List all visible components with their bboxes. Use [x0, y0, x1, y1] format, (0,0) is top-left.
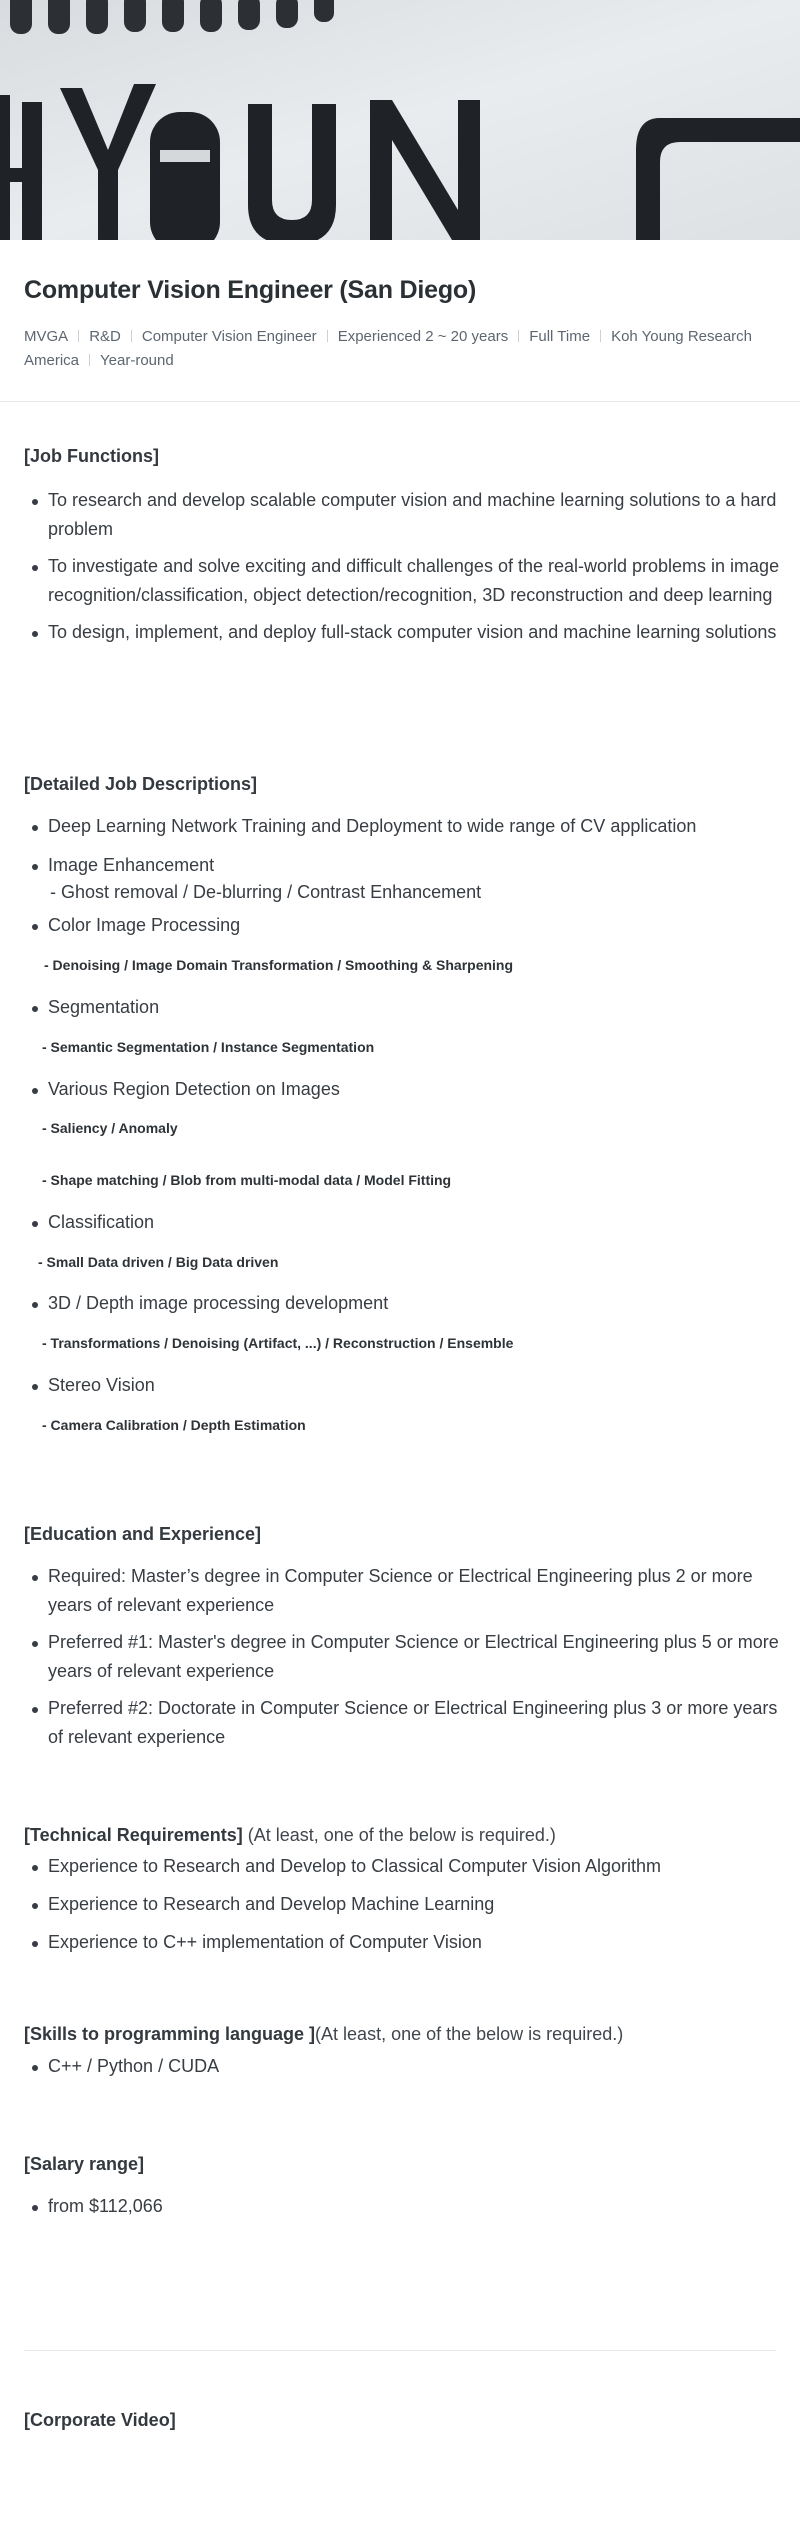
education-list [24, 1562, 780, 1752]
meta-department: R&D [89, 328, 121, 345]
sub-item: - Ghost removal / De-blurring / Contrast Enhancement [50, 882, 482, 902]
salary-list [24, 2192, 780, 2221]
list-item: Preferred #2: Doctorate in Computer Science or Electrical Engineering plus 3 or more years of relevant experience [24, 1694, 780, 1752]
meta-separator [600, 330, 601, 342]
meta-company-division: MVGA [24, 328, 69, 345]
section-title-skills [24, 2024, 623, 2045]
list-item: Image Enhancement [24, 851, 780, 880]
job-title: Computer Vision Engineer (San Diego) [24, 276, 477, 304]
meta-separator [518, 330, 519, 342]
list-item: Segmentation [24, 993, 780, 1022]
list-item: 3D / Depth image processing development [24, 1289, 780, 1318]
list-item: from $112,066 [24, 2192, 780, 2221]
section-title-video: [Corporate Video] [24, 2410, 176, 2430]
job-functions-list [24, 486, 780, 647]
meta-company: Koh Young Research America [24, 328, 753, 369]
header-divider [0, 401, 800, 402]
list-item: Experience to C++ implementation of Computer Vision [24, 1928, 780, 1957]
meta-experience: Experienced 2 ~ 20 years [337, 328, 509, 345]
detailed-list-8 [24, 1371, 780, 1400]
skills-note: (At least, one of the below is required.) [315, 2024, 624, 2044]
skills-title: [Skills to programming language ] [24, 2024, 316, 2044]
list-item: Preferred #1: Master's degree in Computer Science or Electrical Engineering plus 5 or more years of relevant experience [24, 1628, 780, 1686]
hero-sign-graphic [0, 0, 800, 240]
list-item: To research and develop scalable computer vision and machine learning solutions to a hard problem [24, 486, 780, 544]
detailed-list-1 [24, 812, 780, 841]
list-item: C++ / Python / CUDA [24, 2052, 780, 2081]
job-meta [24, 325, 776, 373]
list-item: Required: Master’s degree in Computer Science or Electrical Engineering plus 2 or more years of relevant experience [24, 1562, 780, 1620]
meta-employment-type: Full Time [529, 328, 591, 345]
job-header [24, 276, 776, 373]
section-divider [24, 2350, 776, 2351]
sub-item: - Denoising / Image Domain Transformation / Smoothing & Sharpening [44, 957, 514, 973]
sub-item: - Transformations / Denoising (Artifact, ...) / Reconstruction / Ensemble [42, 1335, 514, 1351]
list-item: Color Image Processing [24, 911, 780, 940]
meta-role: Computer Vision Engineer [141, 328, 317, 345]
sub-item: - Semantic Segmentation / Instance Segmentation [42, 1039, 375, 1055]
list-item: Experience to Research and Develop to Classical Computer Vision Algorithm [24, 1852, 780, 1881]
section-title-salary: [Salary range] [24, 2154, 145, 2174]
skills-list [24, 2052, 780, 2081]
detailed-list-2 [24, 851, 780, 880]
list-item: To investigate and solve exciting and difficult challenges of the real-world problems in image recognition/classification, object detection/recognition, 3D reconstruction and deep learning [24, 552, 780, 610]
meta-separator [131, 330, 132, 342]
technical-list [24, 1852, 780, 1957]
section-title-detailed: [Detailed Job Descriptions] [24, 774, 258, 794]
list-item: Deep Learning Network Training and Deployment to wide range of CV application [24, 812, 780, 841]
sub-item: - Saliency / Anomaly [42, 1120, 178, 1136]
meta-separator [89, 354, 90, 366]
meta-schedule: Year-round [100, 352, 174, 369]
technical-title: [Technical Requirements] [24, 1825, 243, 1845]
list-item: Various Region Detection on Images [24, 1075, 780, 1104]
hero-image [0, 0, 800, 240]
section-title-education: [Education and Experience] [24, 1524, 262, 1544]
section-title-technical [24, 1825, 556, 1846]
sub-item: - Camera Calibration / Depth Estimation [42, 1417, 306, 1433]
detailed-list-5 [24, 1075, 780, 1104]
meta-separator [327, 330, 328, 342]
detailed-list-7 [24, 1289, 780, 1318]
detailed-list-3 [24, 911, 780, 940]
section-title-job-functions: [Job Functions] [24, 446, 159, 466]
meta-separator [78, 330, 79, 342]
sub-item: - Shape matching / Blob from multi-modal data / Model Fitting [42, 1172, 452, 1188]
sub-item: - Small Data driven / Big Data driven [38, 1254, 279, 1270]
list-item: Stereo Vision [24, 1371, 780, 1400]
technical-note: (At least, one of the below is required.) [242, 1825, 556, 1845]
list-item: Classification [24, 1208, 780, 1237]
detailed-list-6 [24, 1208, 780, 1237]
detailed-list-4 [24, 993, 780, 1022]
list-item: Experience to Research and Develop Machine Learning [24, 1890, 780, 1919]
list-item: To design, implement, and deploy full-stack computer vision and machine learning solutions [24, 618, 780, 647]
